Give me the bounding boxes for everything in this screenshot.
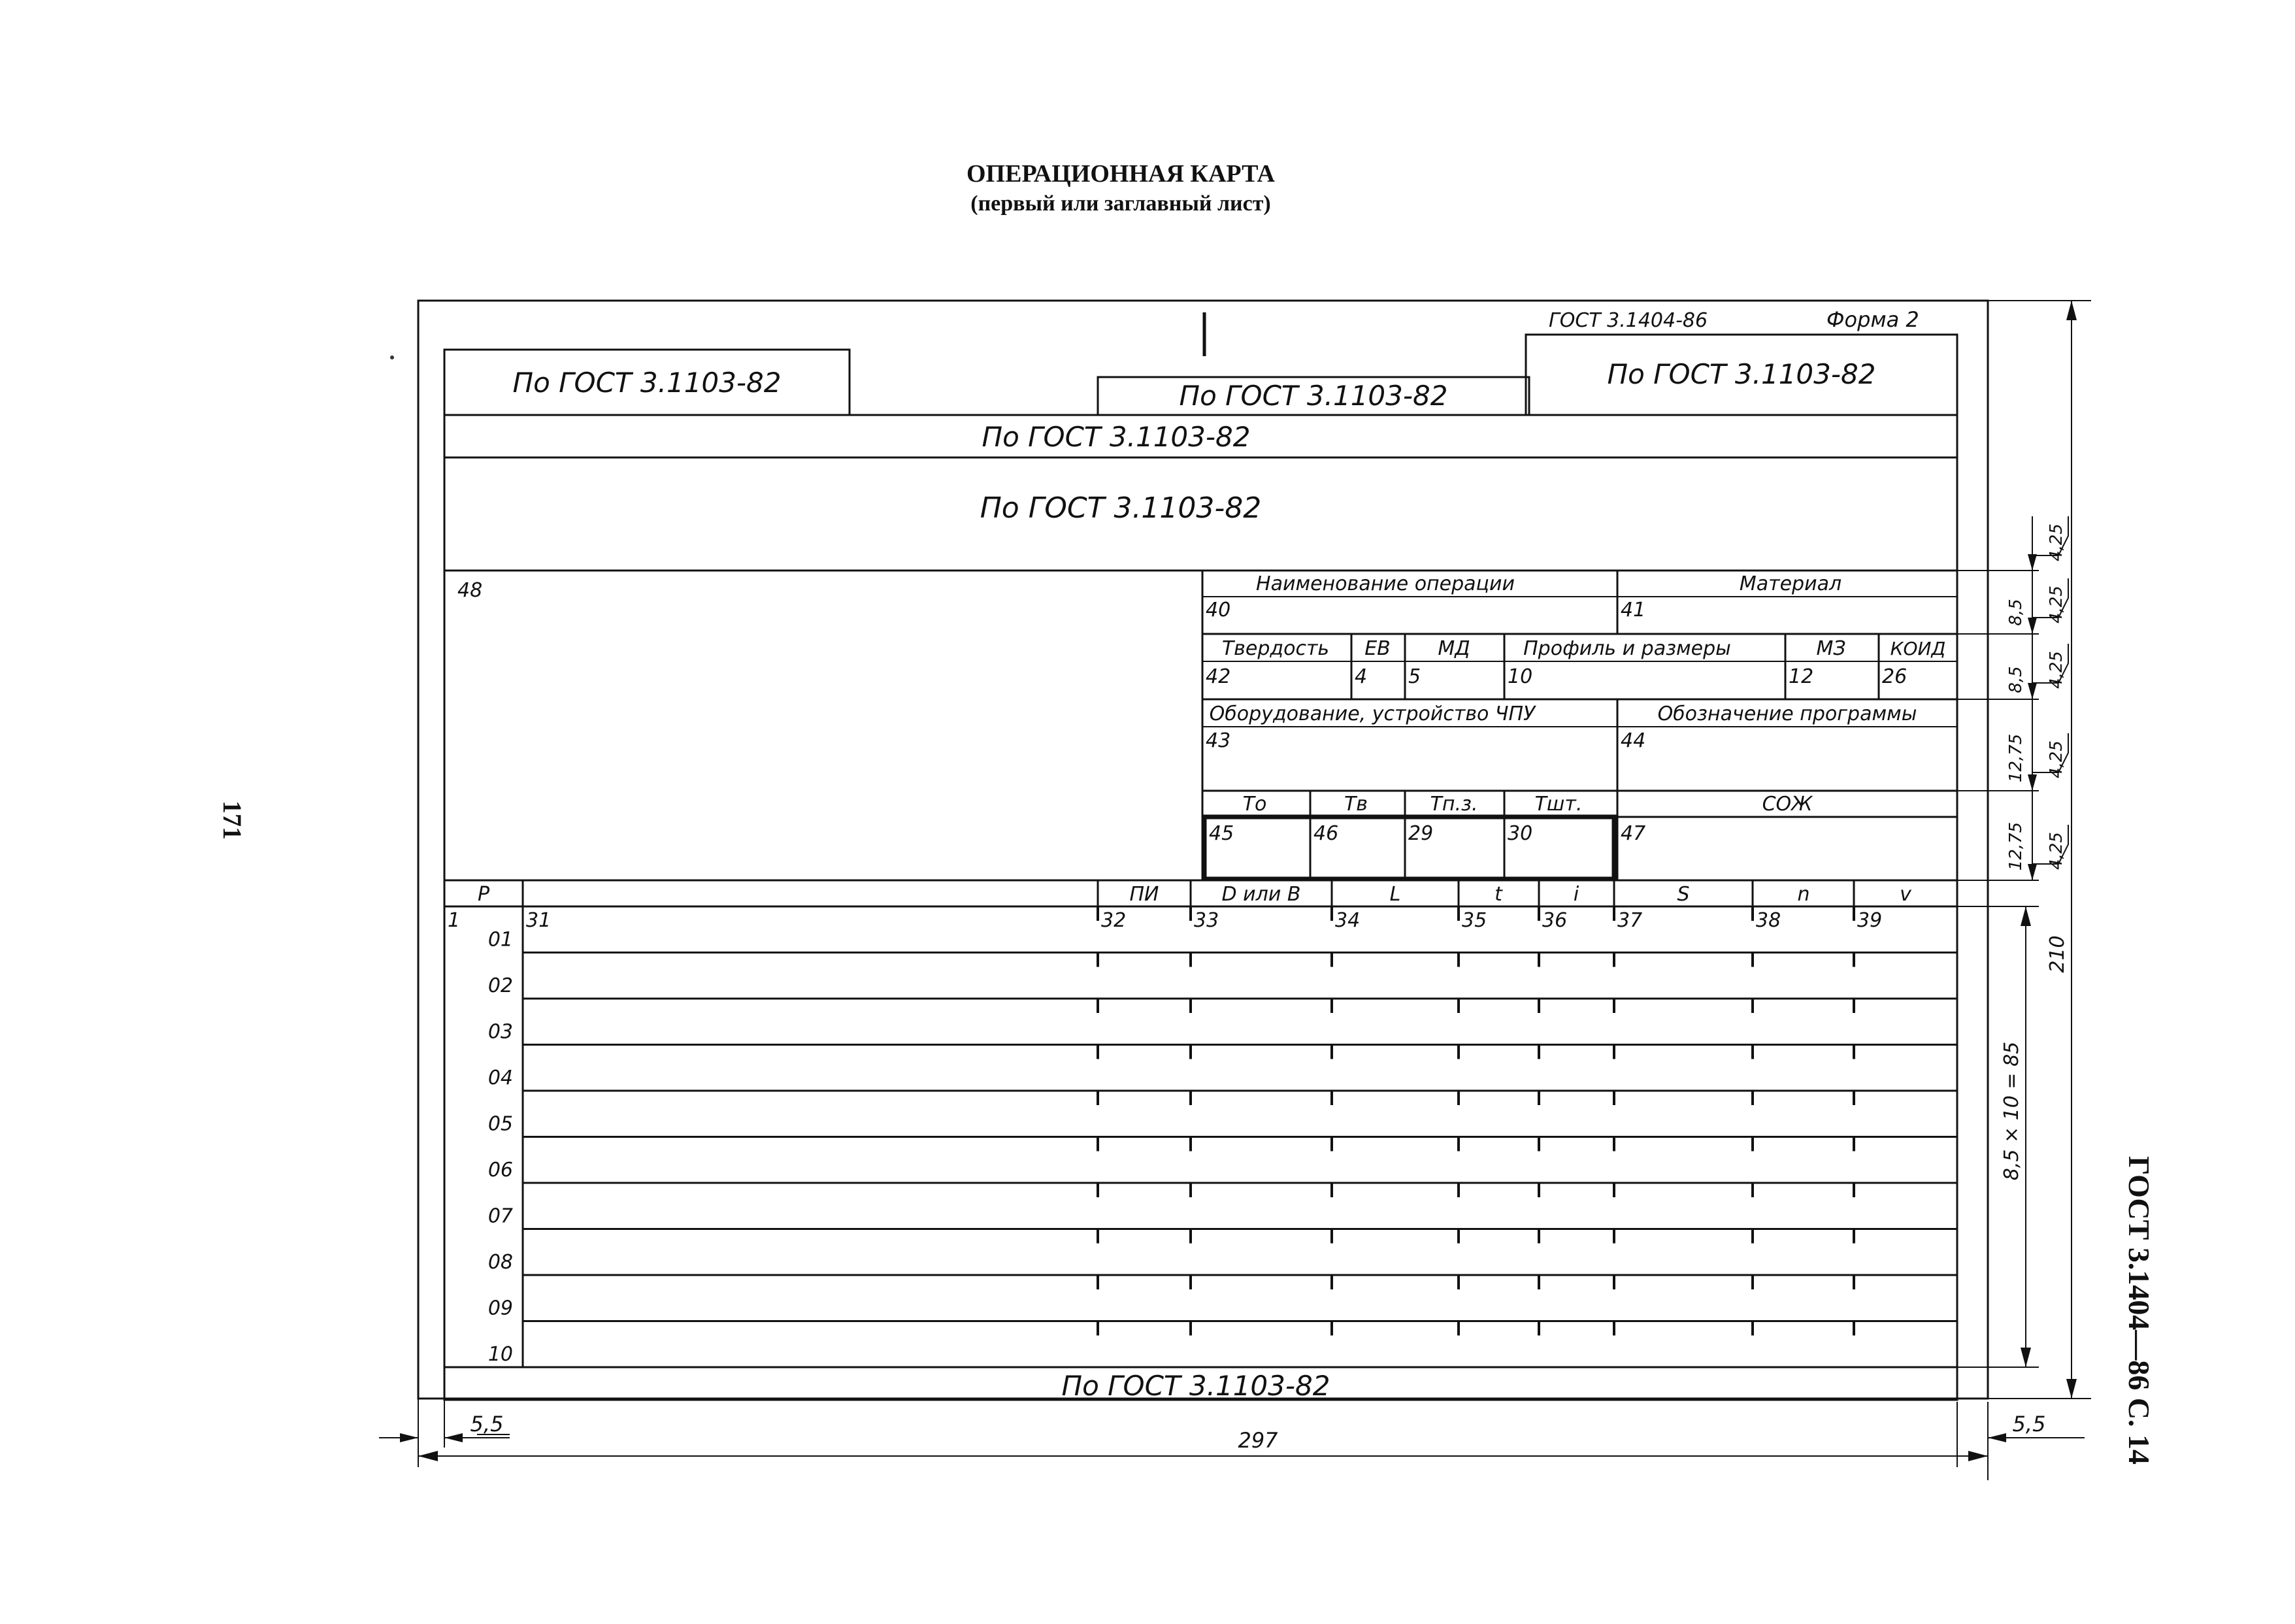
speck xyxy=(390,356,394,359)
arrow xyxy=(2028,774,2037,791)
field-43: 43 xyxy=(1206,729,1231,752)
field-10: 10 xyxy=(1508,665,1533,688)
dim-h-leaders xyxy=(2032,516,2068,864)
field-30: 30 xyxy=(1508,822,1533,845)
dim-r4: 12,75 xyxy=(2006,821,2026,871)
row-label: 07 xyxy=(487,1204,513,1228)
dim-height: 210 xyxy=(2046,935,2069,973)
field-number: 31 xyxy=(526,909,552,932)
ref-band-1: По ГОСТ 3.1103-82 xyxy=(982,421,1251,453)
arrow xyxy=(2066,301,2077,320)
field-26: 26 xyxy=(1882,665,1907,688)
op-name-label: Наименование операции xyxy=(1256,572,1515,595)
ref-right: По ГОСТ 3.1103-82 xyxy=(1607,358,1876,390)
table-header: n xyxy=(1797,883,1810,906)
table-header: S xyxy=(1677,883,1690,906)
row-label: 01 xyxy=(487,928,513,952)
arrow xyxy=(1988,1433,2006,1442)
to-label: То xyxy=(1242,793,1267,816)
field-41: 41 xyxy=(1621,599,1646,621)
page-number: 171 xyxy=(218,801,247,840)
koid-label: КОИД xyxy=(1890,638,1946,659)
ref-middle: По ГОСТ 3.1103-82 xyxy=(1179,380,1448,412)
row-label: 09 xyxy=(487,1297,513,1320)
row-label: 05 xyxy=(487,1112,513,1136)
field-48: 48 xyxy=(457,579,483,602)
table-header: L xyxy=(1389,883,1401,906)
dim-h-2: 4,25 xyxy=(2047,586,2066,623)
arrow xyxy=(2028,683,2037,699)
arrow xyxy=(2028,618,2037,634)
dim-margin-right: 5,5 xyxy=(2012,1412,2046,1436)
table-header: D или В xyxy=(1221,883,1301,906)
field-47: 47 xyxy=(1621,822,1646,845)
page-subtitle: (первый или заглавный лист) xyxy=(970,191,1271,216)
field-number: 34 xyxy=(1335,909,1361,932)
field-number: 37 xyxy=(1617,909,1643,932)
page-title: ОПЕРАЦИОННАЯ КАРТА xyxy=(966,160,1275,188)
equip-label: Оборудование, устройство ЧПУ xyxy=(1209,703,1536,725)
arrow xyxy=(2066,1379,2077,1399)
arrow xyxy=(400,1433,418,1442)
field-number: 39 xyxy=(1857,909,1883,932)
hardness-label: Твердость xyxy=(1221,637,1330,660)
arrow xyxy=(1968,1451,1988,1461)
field-45: 45 xyxy=(1209,822,1234,845)
field-number: 38 xyxy=(1756,909,1781,932)
tpz-label: Тп.з. xyxy=(1430,793,1478,816)
side-gost-label: ГОСТ 3.1404—86 С. 14 xyxy=(2122,1155,2156,1465)
field-number: 35 xyxy=(1462,909,1487,932)
gost-number: ГОСТ 3.1404-86 xyxy=(1549,309,1708,332)
dim-r3: 12,75 xyxy=(2006,733,2026,783)
program-label: Обозначение программы xyxy=(1657,703,1917,725)
table-header: v xyxy=(1900,883,1911,906)
ref-footer: По ГОСТ 3.1103-82 xyxy=(1061,1370,1330,1402)
arrow xyxy=(418,1451,438,1461)
dim-r2: 8,5 xyxy=(2006,666,2026,693)
field-number: 36 xyxy=(1542,909,1568,932)
table-header: Р xyxy=(477,883,490,906)
field-42: 42 xyxy=(1206,665,1231,688)
table-column-ticks xyxy=(1098,906,1854,1336)
row-label: 02 xyxy=(487,974,513,997)
ref-band-2: По ГОСТ 3.1103-82 xyxy=(980,491,1262,525)
arrow xyxy=(444,1433,463,1442)
profile-label: Профиль и размеры xyxy=(1523,637,1731,660)
arrow xyxy=(2021,1348,2031,1367)
field-40: 40 xyxy=(1206,599,1231,621)
table-header: t xyxy=(1494,883,1502,906)
row-label: 10 xyxy=(487,1343,513,1366)
row-label: 04 xyxy=(487,1067,513,1089)
ref-left: По ГОСТ 3.1103-82 xyxy=(512,367,782,399)
form-number: Форма 2 xyxy=(1826,307,1919,332)
field-12: 12 xyxy=(1789,665,1814,688)
mz-label: МЗ xyxy=(1816,637,1846,660)
field-46: 46 xyxy=(1313,822,1339,845)
tsht-label: Тшт. xyxy=(1534,793,1583,816)
dim-r1: 8,5 xyxy=(2006,599,2026,626)
field-number: 1 xyxy=(448,909,461,932)
field-44: 44 xyxy=(1621,729,1646,752)
arrow xyxy=(2028,864,2037,880)
field-29: 29 xyxy=(1408,822,1434,845)
row-label: 06 xyxy=(487,1159,513,1182)
field-number: 32 xyxy=(1101,909,1127,932)
dim-width: 297 xyxy=(1238,1428,1278,1453)
arrow xyxy=(2028,554,2037,571)
dim-h-1: 4,25 xyxy=(2047,523,2066,561)
material-label: Материал xyxy=(1739,572,1842,595)
dim-h-3: 4,25 xyxy=(2047,651,2066,689)
dim-h-4: 4,25 xyxy=(2047,740,2066,778)
table-rows xyxy=(488,929,1957,1367)
dim-rows: 8,5 × 10 = 85 xyxy=(2000,1041,2023,1181)
ev-label: ЕВ xyxy=(1364,637,1391,660)
arrow xyxy=(2021,906,2031,926)
field-number: 33 xyxy=(1194,909,1219,932)
tv-label: Тв xyxy=(1344,793,1368,816)
table-header: i xyxy=(1573,883,1579,906)
field-5: 5 xyxy=(1408,665,1421,688)
row-label: 03 xyxy=(487,1020,513,1044)
dim-margin-left: 5,5 xyxy=(470,1412,504,1436)
row-label: 08 xyxy=(487,1251,513,1274)
md-label: МД xyxy=(1438,637,1470,660)
table-header: ПИ xyxy=(1129,883,1159,906)
dim-h-5: 4,25 xyxy=(2047,832,2066,870)
field-4: 4 xyxy=(1355,665,1368,688)
soj-label: СОЖ xyxy=(1762,793,1813,816)
